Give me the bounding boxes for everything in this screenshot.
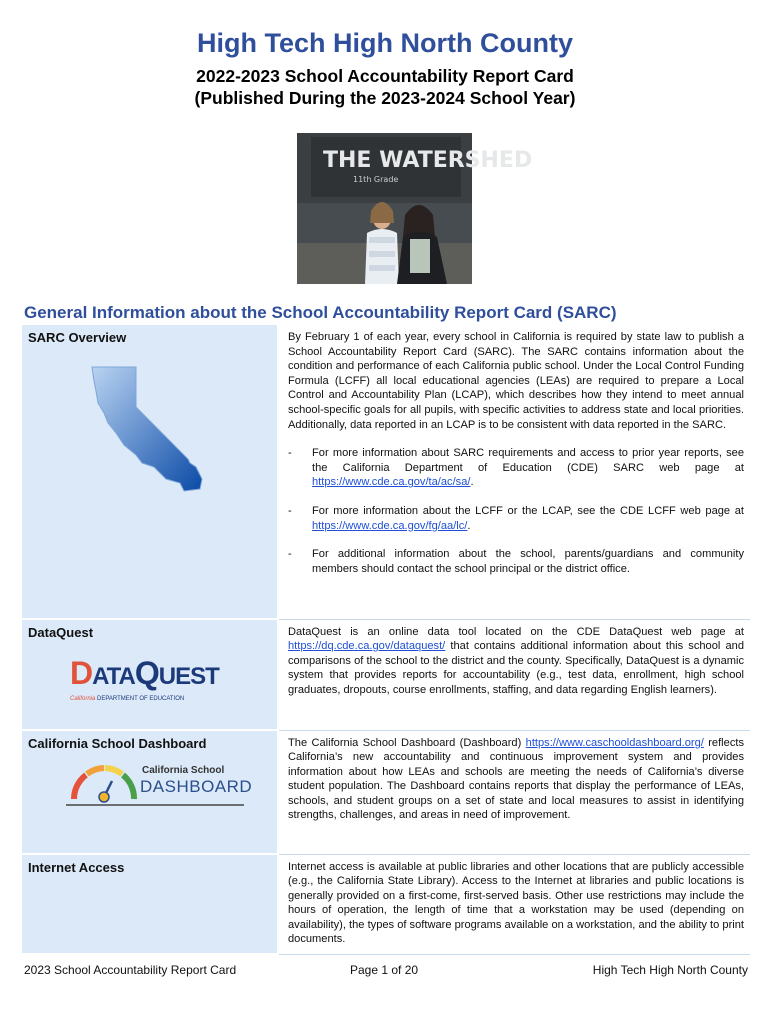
school-photo-illustration <box>297 133 533 284</box>
dataquest-logo-uest: UEST <box>158 663 219 690</box>
dataquest-logo-ata: ATA <box>92 663 135 690</box>
report-title <box>0 65 770 109</box>
bullet-dash: - <box>288 548 292 561</box>
dashboard-logo <box>66 761 256 809</box>
sarc-info-table <box>22 325 750 955</box>
row-sarc-overview <box>22 325 750 619</box>
report-title-line2: (Published During the 2023-2024 School Year) <box>194 88 576 108</box>
dataquest-logo-wordmark <box>70 656 219 694</box>
internet-access-text-cell <box>278 854 750 954</box>
footer-page-number: Page 1 of 20 <box>350 963 419 977</box>
sarc-overview-paragraph: By February 1 of each year, every school in California is required by state law to publish a School Accountability Report Card (SARC). The SARC contains information about the condition and performance of each California public school. Under the Local Control Funding Formula (LCFF) all local educational agencies (LEAs) are required to prepare a Local Control and Accountability Plan (LCAP), which describes how they intend to meet annual school-specific goals for all pupils, with specific activities to address state and local priorities. Additionally, data reported in an LCAP is to be consistent with data reported in the SARC. <box>288 331 744 431</box>
cde-sarc-link[interactable]: https://www.cde.ca.gov/ta/ac/sa/ <box>312 476 471 489</box>
report-title-line1: 2022-2023 School Accountability Report Card <box>196 66 574 86</box>
dataquest-label: DataQuest <box>28 625 94 640</box>
dataquest-text-cell <box>278 619 750 730</box>
sarc-overview-text-cell <box>278 325 750 619</box>
bullet-dash: - <box>288 504 292 517</box>
row-dataquest <box>22 619 750 730</box>
bullet-dash: - <box>288 447 292 460</box>
dataquest-link[interactable]: https://dq.cde.ca.gov/dataquest/ <box>288 640 446 653</box>
internet-access-label-cell <box>22 854 278 954</box>
dataquest-logo-caption <box>70 696 184 702</box>
dashboard-logo-line1: California School <box>142 765 225 776</box>
california-map-icon <box>84 363 224 503</box>
dashboard-text-before: The California School Dashboard (Dashboard) <box>288 736 526 749</box>
dashboard-paragraph <box>288 736 744 824</box>
section-heading: General Information about the School Accountability Report Card (SARC) <box>24 303 617 322</box>
row-internet-access <box>22 854 750 954</box>
footer-report-name: 2023 School Accountability Report Card <box>24 963 237 977</box>
photo-sign-subtext: 11th Grade <box>353 175 399 184</box>
dataquest-label-cell <box>22 619 278 730</box>
dataquest-logo-caption-state: California <box>70 696 96 702</box>
sarc-overview-label-cell <box>22 325 278 619</box>
dataquest-text-before: DataQuest is an online data tool located on the CDE DataQuest web page at <box>288 625 744 638</box>
dashboard-link[interactable]: https://www.caschooldashboard.org/ <box>525 736 704 749</box>
bullet-1-text: For more information about SARC requirements and access to prior year reports, see the California Department of Education (CDE) SARC web page at <box>312 447 744 474</box>
bullet-2-end: . <box>467 519 471 532</box>
internet-access-paragraph: Internet access is available at public libraries and other locations that are publicly accessible (e.g., the California State Library). Access to the Internet at libraries and public locations is generally provided on a first-come, first-served basis. Other use restrictions may include the hours of operation, the length of time that a workstation may be used (depending on availability), the types of software programs available on a workstation, and the ability to print documents. <box>288 860 744 946</box>
dataquest-logo-d: D <box>70 655 93 691</box>
dashboard-text-after: reflects California’s new accountability and continuous improvement system and provides information about how LEAs and schools are meeting the needs of California’s diverse student population. The Dashboard contains reports that display the performance of LEAs, schools, and student groups on a set of state and local measures to assist in identifying strengths, challenges, and areas in need of improvement. <box>288 736 744 822</box>
dashboard-text-cell <box>278 730 750 854</box>
dataquest-paragraph <box>288 625 744 698</box>
school-name: High Tech High North County <box>197 28 573 58</box>
bullet-text <box>312 446 744 490</box>
dashboard-logo-line2: DASHBOARD <box>140 777 253 796</box>
row-dashboard <box>22 730 750 854</box>
footer-school-name: High Tech High North County <box>592 963 748 977</box>
bullet-3-text: For additional information about the school, parents/guardians and community members should contact the school principal or the district office. <box>312 548 744 575</box>
internet-access-label: Internet Access <box>28 860 125 875</box>
cde-lcff-link[interactable]: https://www.cde.ca.gov/fg/aa/lc/ <box>312 519 468 532</box>
dataquest-logo-q: Q <box>134 655 159 691</box>
dataquest-logo <box>70 656 250 708</box>
sarc-overview-label: SARC Overview <box>28 330 127 345</box>
bullet-2-text: For more information about the LCFF or the LCAP, see the CDE LCFF web page at <box>312 504 744 517</box>
bullet-1-end: . <box>470 476 474 489</box>
bullet-text <box>312 504 744 533</box>
dataquest-text-after: that contains additional information about this school and comparisons of the school to the district and the county. Specifically, DataQuest is a dynamic system that provides reports for accountability (e.g., test data, enrollment, high school graduates, dropouts, course enrollments, staffing, and data regarding English learners). <box>288 640 744 696</box>
sarc-overview-bullet-1 <box>288 446 744 490</box>
photo-sign-text: THE WATERSHED <box>323 148 533 173</box>
dashboard-label: California School Dashboard <box>28 736 207 751</box>
sarc-overview-bullet-3 <box>288 547 744 576</box>
dataquest-logo-caption-rest: DEPARTMENT OF EDUCATION <box>95 696 185 702</box>
sarc-overview-bullet-2 <box>288 504 744 533</box>
school-photo <box>297 133 533 284</box>
dashboard-label-cell <box>22 730 278 854</box>
